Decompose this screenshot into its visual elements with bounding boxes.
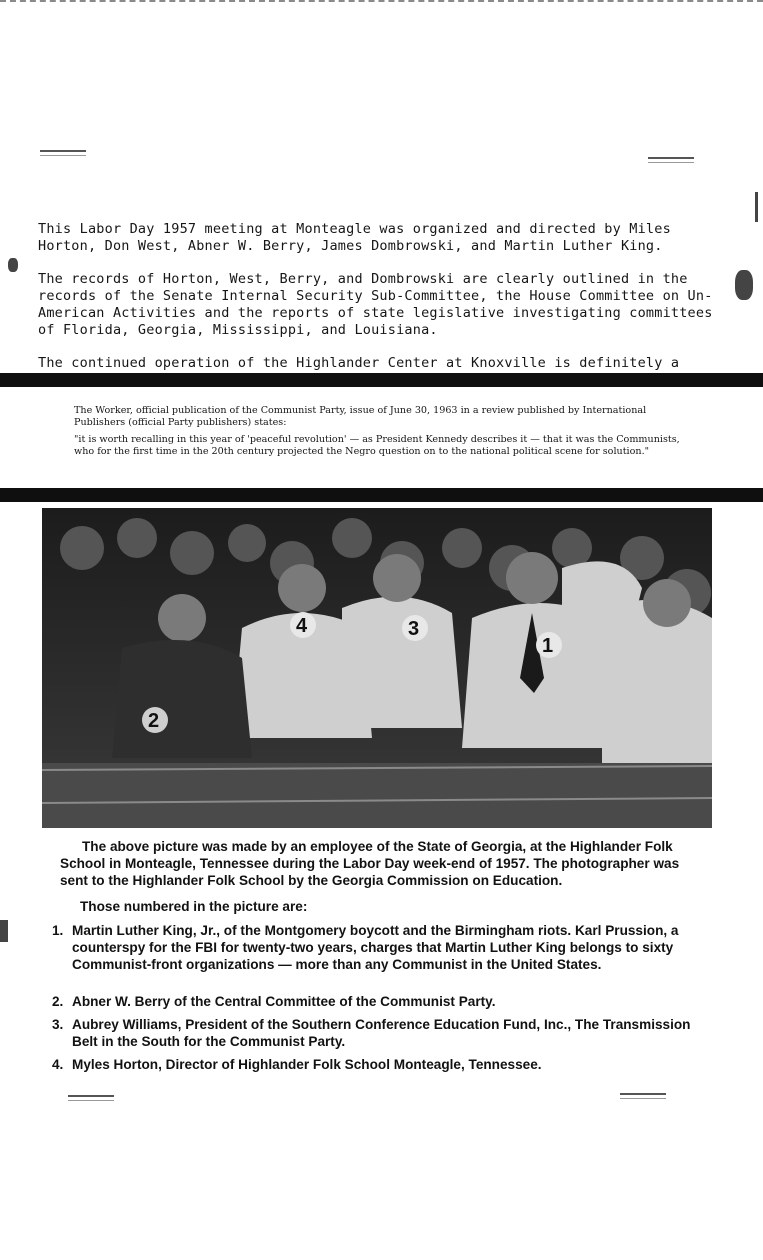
list-item (52, 922, 712, 973)
scan-speck (8, 258, 18, 272)
list-item-text: Abner W. Berry of the Central Committee of the Communist Party. (72, 994, 496, 1009)
list-item (52, 993, 712, 1010)
quote-intro: The Worker, official publication of the Communist Party, issue of June 30, 1963 in a review published by International Publishers (official Party publishers) states: (74, 405, 647, 428)
photo-number-2: 2 (148, 710, 160, 732)
divider-bar-top (0, 373, 763, 387)
photo-number-1: 1 (542, 635, 554, 657)
divider-bar-bottom (0, 488, 763, 502)
photo-illustration (42, 508, 712, 828)
quote-text: "it is worth recalling in this year of 'peaceful revolution' — as President Kennedy describes it — that it was the Communists, who for the first time in the 20th century projected the Negro question on to the national political scene for solution." (74, 434, 680, 457)
scan-speck (0, 920, 8, 942)
scan-speck (755, 192, 758, 222)
photo-number-4: 4 (296, 615, 308, 637)
top-dashed-border (0, 0, 763, 4)
list-item (52, 1056, 712, 1073)
list-item-text: Myles Horton, Director of Highlander Folk School Monteagle, Tennessee. (72, 1057, 542, 1072)
typed-paragraph (38, 321, 728, 406)
list-item-number: 1. (52, 923, 64, 938)
photo-caption: The above picture was made by an employee of the State of Georgia, at the Highlander Folk School in Monteagle, Tennessee during the Labor Day week-end of 1957. The photographer was sent to the Highlander Folk School by the Georgia Commission on Education. (60, 839, 680, 888)
list-item-number: 2. (52, 994, 64, 1009)
list-item-number: 3. (52, 1017, 64, 1032)
list-item-number: 4. (52, 1057, 64, 1072)
list-heading: Those numbered in the picture are: (80, 899, 308, 914)
photo-number-3: 3 (408, 618, 420, 640)
worker-quote (74, 405, 684, 458)
list-item-text: Martin Luther King, Jr., of the Montgomery boycott and the Birmingham riots. Karl Prussion, a counterspy for the FBI for twenty-two years, charges that Martin Luther King belongs to sixty Communist-front organizations — more than any Communist in the United States. (72, 923, 679, 972)
list-item (52, 1016, 712, 1050)
paragraph-investigation: The continued operation of the Highlander Center at Knoxville is definitely a (38, 355, 680, 371)
paragraph-organizers: This Labor Day 1957 meeting at Monteagle was organized and directed by Miles Horton, Don West, Abner W. Berry, James Dombrowski, and Martin Luther King. (38, 221, 680, 254)
paragraph-records: The records of Horton, West, Berry, and Dombrowski are clearly outlined in the records of the Senate Internal Security Sub-Committee, the House Committee on Un-American Activities and the reports of state legislative investigating committees of Florida, Georgia, Mississippi, and Louisiana. (38, 271, 721, 338)
meeting-photograph (42, 508, 712, 828)
scan-mark (648, 157, 694, 163)
scan-mark (620, 1093, 666, 1099)
scan-speck (735, 270, 753, 300)
list-item-text: Aubrey Williams, President of the Southern Conference Education Fund, Inc., The Transmission Belt in the South for the Communist Party. (72, 1017, 691, 1049)
scan-mark (40, 150, 86, 156)
scan-mark (68, 1095, 114, 1101)
